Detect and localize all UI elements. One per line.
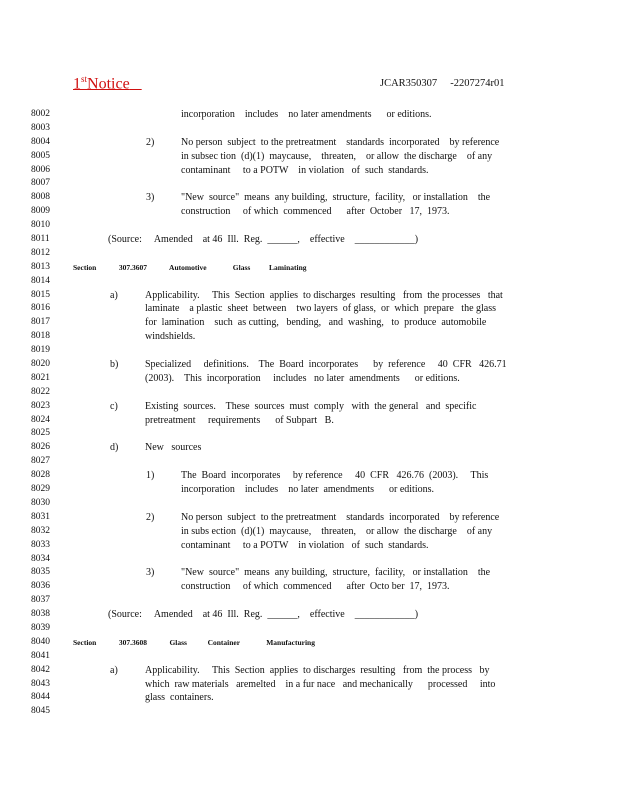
document-line	[0, 275, 618, 289]
document-line	[0, 108, 618, 122]
line-text: No person subject to the pretreatment standards incorporated by reference	[181, 511, 500, 523]
line-text: in subsec tion (d)(1) maycause, threaten, or allow the discharge of any	[181, 150, 493, 162]
document-line	[0, 608, 618, 622]
line-number: 8036	[31, 581, 50, 592]
line-number: 8019	[31, 345, 50, 356]
line-number: 8040	[31, 636, 50, 647]
line-number: 8022	[31, 386, 50, 397]
document-line	[0, 136, 618, 150]
line-number: 8031	[31, 511, 50, 522]
line-number: 8006	[31, 164, 50, 175]
line-text: Existing sources. These sources must comply with the general and specific	[145, 400, 477, 412]
item-label: b)	[110, 359, 119, 371]
document-line	[0, 358, 618, 372]
line-text: "New source" means any building, structure, facility, or installation the	[181, 192, 491, 204]
line-number: 8024	[31, 414, 50, 425]
line-text: construction of which commenced after Octo ber 17, 1973.	[181, 581, 450, 593]
line-text: incorporation includes no later amendments or editions.	[181, 109, 432, 120]
line-number: 8041	[31, 650, 50, 661]
document-line	[0, 594, 618, 608]
line-number: 8037	[31, 595, 50, 606]
document-line	[0, 441, 618, 455]
document-line	[0, 414, 618, 428]
notice-title	[73, 74, 142, 93]
line-number: 8018	[31, 331, 50, 342]
document-line	[0, 330, 618, 344]
document-line	[0, 469, 618, 483]
line-number: 8025	[31, 428, 50, 439]
line-text: construction of which commenced after October 17, 1973.	[181, 206, 450, 218]
document-line	[0, 650, 618, 664]
line-text: Specialized definitions. The Board incorporates by reference 40 CFR 426.71	[145, 359, 507, 371]
line-number: 8008	[31, 192, 50, 203]
line-number: 8045	[31, 706, 50, 717]
document-body	[0, 108, 618, 719]
line-number: 8009	[31, 206, 50, 217]
line-text: (2003). This incorporation includes no later amendments or editions.	[145, 372, 460, 384]
document-line	[0, 691, 618, 705]
document-line	[0, 636, 618, 650]
line-text: contaminant to a POTW in violation of such standards.	[181, 164, 429, 176]
notice-superscript: st	[81, 74, 88, 84]
document-line	[0, 372, 618, 386]
line-text: windshields.	[145, 331, 196, 343]
section-heading: Section 307.3608 Glass Container Manufacturing	[73, 637, 315, 647]
document-line	[0, 191, 618, 205]
line-text: contaminant to a POTW in violation of such standards.	[181, 539, 429, 551]
document-line	[0, 580, 618, 594]
document-line	[0, 539, 618, 553]
line-number: 8032	[31, 525, 50, 536]
document-line	[0, 344, 618, 358]
line-text: The Board incorporates by reference 40 CFR 426.76 (2003). This	[181, 470, 489, 482]
line-text: laminate a plastic sheet between two layers of glass, or which prepare the glass	[145, 303, 497, 315]
notice-word: Notice	[87, 75, 130, 93]
document-line	[0, 511, 618, 525]
line-number: 8028	[31, 470, 50, 481]
document-line	[0, 497, 618, 511]
line-text: (Source: Amended at 46 Ill. Reg. ______, effective ____________)	[108, 609, 419, 621]
line-text: (Source: Amended at 46 Ill. Reg. ______, effective ____________)	[108, 234, 419, 246]
document-line	[0, 400, 618, 414]
document-line	[0, 177, 618, 191]
document-line	[0, 164, 618, 178]
line-text: which raw materials aremelted in a fur nace and mechanically processed into	[145, 678, 496, 690]
item-label: a)	[110, 664, 118, 676]
line-number: 8002	[31, 109, 50, 119]
document-id: JCAR350307 -2207274r01	[380, 78, 505, 89]
line-text: in subs ection (d)(1) maycause, threaten, or allow the discharge of any	[181, 525, 493, 537]
line-number: 8013	[31, 261, 50, 272]
document-line	[0, 483, 618, 497]
line-number: 8011	[31, 234, 50, 245]
document-line	[0, 455, 618, 469]
line-number: 8023	[31, 400, 50, 411]
line-number: 8043	[31, 678, 50, 689]
document-line	[0, 219, 618, 233]
section-heading: Section 307.3607 Automotive Glass Laminating	[73, 262, 307, 272]
line-number: 8026	[31, 442, 50, 453]
line-text: incorporation includes no later amendments or editions.	[181, 484, 434, 496]
line-number: 8003	[31, 122, 50, 133]
item-label: 3)	[146, 567, 155, 579]
document-line	[0, 705, 618, 719]
document-line	[0, 316, 618, 330]
document-line	[0, 566, 618, 580]
item-label: 2)	[146, 511, 155, 523]
line-number: 8017	[31, 317, 50, 328]
line-text: Applicability. This Section applies to discharges resulting from the processes that	[145, 289, 503, 301]
document-line	[0, 525, 618, 539]
line-number: 8029	[31, 484, 50, 495]
line-number: 8005	[31, 150, 50, 161]
item-label: 2)	[146, 136, 155, 148]
document-line	[0, 678, 618, 692]
item-label: d)	[110, 442, 119, 454]
document-line	[0, 150, 618, 164]
document-line	[0, 427, 618, 441]
line-number: 8044	[31, 692, 50, 703]
line-number: 8033	[31, 539, 50, 550]
line-text: New sources	[145, 442, 202, 454]
line-number: 8034	[31, 553, 50, 564]
line-number: 8035	[31, 567, 50, 578]
line-number: 8010	[31, 220, 50, 231]
line-text: pretreatment requirements of Subpart B.	[145, 414, 334, 426]
line-number: 8007	[31, 178, 50, 189]
line-number: 8030	[31, 497, 50, 508]
document-line	[0, 553, 618, 567]
line-number: 8039	[31, 622, 50, 633]
line-number: 8038	[31, 609, 50, 620]
document-line	[0, 247, 618, 261]
line-text: "New source" means any building, structure, facility, or installation the	[181, 567, 491, 579]
line-number: 8015	[31, 289, 50, 300]
item-label: a)	[110, 289, 118, 301]
document-line	[0, 302, 618, 316]
item-label: c)	[110, 400, 118, 412]
line-number: 8020	[31, 359, 50, 370]
document-line	[0, 122, 618, 136]
line-number: 8042	[31, 664, 50, 675]
item-label: 3)	[146, 192, 155, 204]
line-text: No person subject to the pretreatment standards incorporated by reference	[181, 136, 500, 148]
line-number: 8027	[31, 456, 50, 467]
page-header	[0, 74, 618, 96]
line-text: for lamination such as cutting, bending, and washing, to produce automobile	[145, 317, 487, 329]
line-number: 8012	[31, 247, 50, 258]
document-line	[0, 289, 618, 303]
document-line	[0, 205, 618, 219]
document-line	[0, 261, 618, 275]
document-line	[0, 386, 618, 400]
document-line	[0, 664, 618, 678]
document-line	[0, 233, 618, 247]
item-label: 1)	[146, 470, 155, 482]
notice-number: 1	[73, 75, 81, 93]
line-text: glass containers.	[145, 692, 214, 704]
line-text: Applicability. This Section applies to discharges resulting from the process by	[145, 664, 490, 676]
line-number: 8021	[31, 372, 50, 383]
line-number: 8004	[31, 136, 50, 147]
line-number: 8014	[31, 275, 50, 286]
line-number: 8016	[31, 303, 50, 314]
document-line	[0, 622, 618, 636]
